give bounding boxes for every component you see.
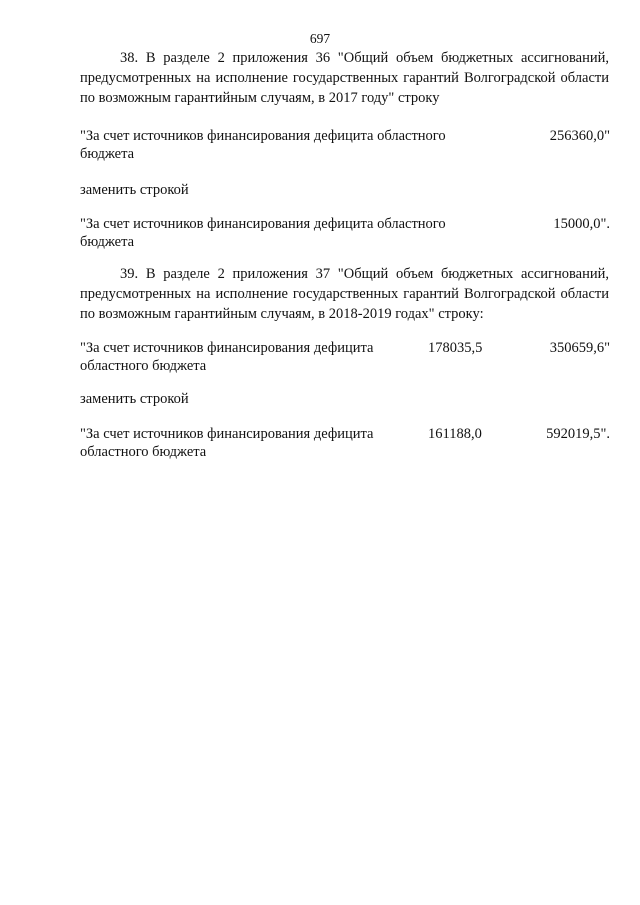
row-value: 15000,0".	[553, 216, 610, 232]
page-number: 697	[309, 31, 331, 46]
row-label-line1: "За счет источников финансирования дефицита областного	[80, 216, 446, 232]
row-value-2019: 350659,6"	[549, 340, 610, 356]
row-label-line2: областного бюджета	[80, 358, 207, 374]
row-value-2018: 161188,0	[428, 426, 482, 442]
row-label-line2: бюджета	[80, 234, 135, 250]
item-38-new-row	[80, 215, 610, 251]
row-label-line1: "За счет источников финансирования дефицита	[80, 340, 374, 356]
row-label-line2: областного бюджета	[80, 444, 207, 460]
row-value-2018: 178035,5	[428, 340, 483, 356]
item-39-replace-text: заменить строкой	[80, 391, 189, 407]
item-39-paragraph: 39. В разделе 2 приложения 37 "Общий объем бюджетных ассигнований, предусмотренных на исполнение государственных гарантий Волгоградской области по возможным гарантийным случаям, в 2018-2019 годах" строку:	[80, 266, 609, 322]
item-38-paragraph: 38. В разделе 2 приложения 36 "Общий объем бюджетных ассигнований, предусмотренных на исполнение государственных гарантий Волгоградской области по возможным гарантийным случаям, в 2017 году" строку	[80, 50, 609, 106]
row-value: 256360,0"	[549, 128, 610, 144]
row-label-line1: "За счет источников финансирования дефицита	[80, 426, 374, 442]
row-label-line2: бюджета	[80, 146, 135, 162]
item-39-old-row	[80, 339, 610, 375]
item-39-new-row	[80, 425, 610, 461]
row-label-line1: "За счет источников финансирования дефицита областного	[80, 128, 446, 144]
row-value-2019: 592019,5".	[546, 426, 610, 442]
item-38-replace-text: заменить строкой	[80, 182, 189, 198]
item-38-old-row	[80, 127, 610, 163]
